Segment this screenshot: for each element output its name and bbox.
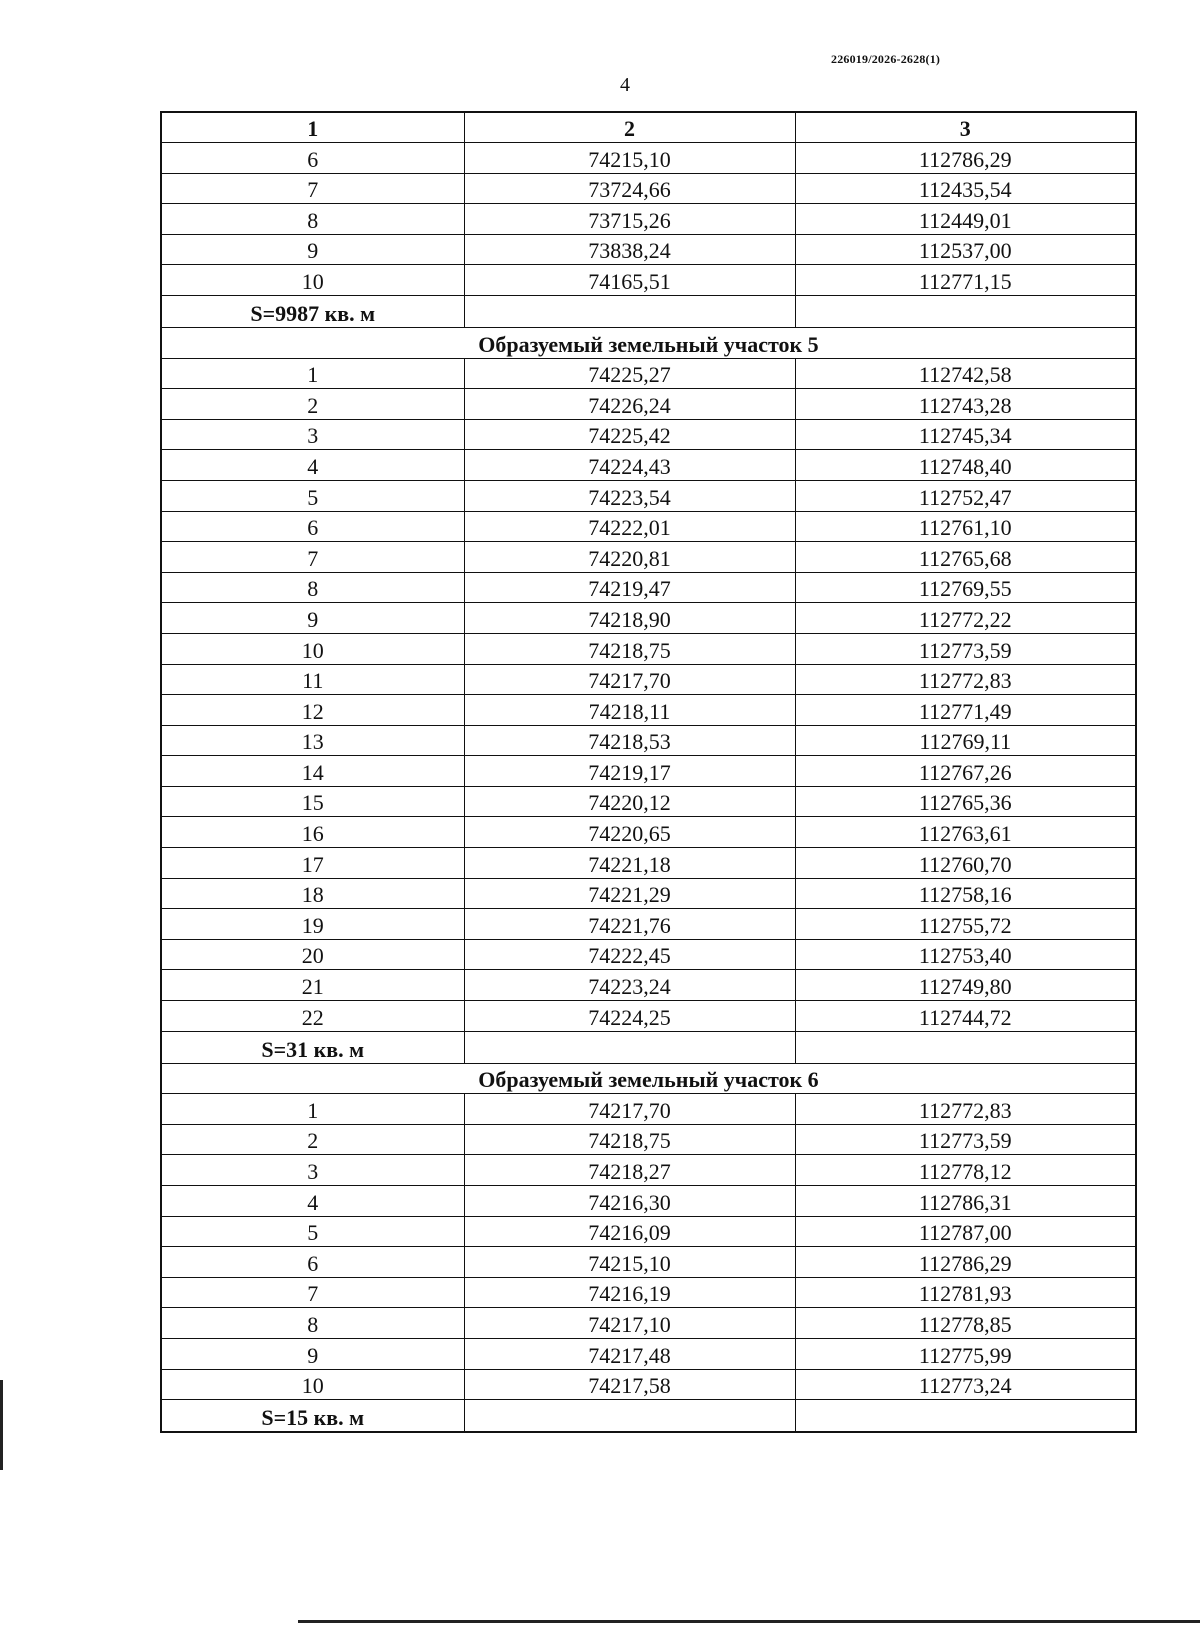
point-number: 3	[161, 1155, 464, 1186]
coordinate-x: 74219,17	[464, 756, 795, 787]
coordinate-y: 112786,31	[795, 1186, 1136, 1217]
table-header-row	[161, 112, 1136, 143]
coordinate-x: 74216,09	[464, 1216, 795, 1247]
coordinate-x: 74219,47	[464, 572, 795, 603]
table-row	[161, 204, 1136, 235]
table-row	[161, 970, 1136, 1001]
coordinate-x: 74226,24	[464, 389, 795, 420]
point-number: 8	[161, 204, 464, 235]
coordinate-y: 112449,01	[795, 204, 1136, 235]
point-number: 11	[161, 664, 464, 695]
table-row	[161, 1369, 1136, 1400]
point-number: 7	[161, 542, 464, 573]
coordinate-x: 73715,26	[464, 204, 795, 235]
coordinate-x: 74221,76	[464, 909, 795, 940]
table-row	[161, 1308, 1136, 1339]
area-row	[161, 1400, 1136, 1433]
area-label: S=9987 кв. м	[161, 295, 464, 327]
coordinate-x: 74165,51	[464, 265, 795, 296]
point-number: 1	[161, 358, 464, 389]
table-row	[161, 358, 1136, 389]
table-row	[161, 756, 1136, 787]
coordinate-x: 74216,30	[464, 1186, 795, 1217]
point-number: 9	[161, 1338, 464, 1369]
point-number: 10	[161, 1369, 464, 1400]
table-row	[161, 542, 1136, 573]
column-header-3: 3	[795, 112, 1136, 143]
point-number: 9	[161, 234, 464, 265]
point-number: 3	[161, 419, 464, 450]
table-row	[161, 234, 1136, 265]
point-number: 6	[161, 1247, 464, 1278]
coordinate-x: 74218,53	[464, 725, 795, 756]
point-number: 17	[161, 848, 464, 879]
table-row	[161, 848, 1136, 879]
coordinate-x: 74221,29	[464, 878, 795, 909]
table-row	[161, 695, 1136, 726]
empty-cell	[464, 1400, 795, 1433]
section-heading: Образуемый земельный участок 6	[161, 1063, 1136, 1094]
point-number: 9	[161, 603, 464, 634]
point-number: 14	[161, 756, 464, 787]
coordinate-x: 74218,11	[464, 695, 795, 726]
coordinate-x: 74224,43	[464, 450, 795, 481]
point-number: 7	[161, 173, 464, 204]
point-number: 5	[161, 480, 464, 511]
area-row	[161, 1031, 1136, 1063]
table-row	[161, 389, 1136, 420]
table-row	[161, 664, 1136, 695]
document-code: 226019/2026-2628(1)	[831, 52, 941, 66]
coordinate-x: 74220,12	[464, 786, 795, 817]
scan-edge-mark	[0, 1380, 3, 1470]
point-number: 6	[161, 143, 464, 174]
table-row	[161, 909, 1136, 940]
point-number: 4	[161, 450, 464, 481]
area-label: S=31 кв. м	[161, 1031, 464, 1063]
point-number: 2	[161, 389, 464, 420]
point-number: 18	[161, 878, 464, 909]
coordinate-x: 74220,81	[464, 542, 795, 573]
point-number: 2	[161, 1124, 464, 1155]
table-row	[161, 1124, 1136, 1155]
coordinate-x: 74217,10	[464, 1308, 795, 1339]
point-number: 8	[161, 1308, 464, 1339]
empty-cell	[464, 295, 795, 327]
table-row	[161, 480, 1136, 511]
section-heading-row	[161, 327, 1136, 358]
point-number: 20	[161, 939, 464, 970]
point-number: 7	[161, 1277, 464, 1308]
coordinates-table	[160, 111, 1137, 1433]
column-header-1: 1	[161, 112, 464, 143]
coordinate-x: 74223,54	[464, 480, 795, 511]
point-number: 21	[161, 970, 464, 1001]
area-label: S=15 кв. м	[161, 1400, 464, 1433]
table-row	[161, 1001, 1136, 1032]
page-number: 4	[620, 74, 630, 96]
coordinate-x: 74223,24	[464, 970, 795, 1001]
point-number: 16	[161, 817, 464, 848]
section-heading: Образуемый земельный участок 5	[161, 327, 1136, 358]
coordinate-x: 74220,65	[464, 817, 795, 848]
table-row	[161, 1247, 1136, 1278]
area-row	[161, 295, 1136, 327]
point-number: 4	[161, 1186, 464, 1217]
coordinate-y: 112755,72	[795, 909, 1136, 940]
table-row	[161, 511, 1136, 542]
column-header-2: 2	[464, 112, 795, 143]
table-row	[161, 939, 1136, 970]
point-number: 19	[161, 909, 464, 940]
point-number: 6	[161, 511, 464, 542]
coordinate-x: 74224,25	[464, 1001, 795, 1032]
coordinate-x: 73838,24	[464, 234, 795, 265]
point-number: 15	[161, 786, 464, 817]
table-row	[161, 1186, 1136, 1217]
table-row	[161, 603, 1136, 634]
table-row	[161, 572, 1136, 603]
coordinate-y: 112767,26	[795, 756, 1136, 787]
point-number: 5	[161, 1216, 464, 1247]
table-row	[161, 265, 1136, 296]
coordinate-y: 112743,28	[795, 389, 1136, 420]
coordinate-y: 112765,68	[795, 542, 1136, 573]
coordinate-y: 112760,70	[795, 848, 1136, 879]
coordinate-y: 112778,12	[795, 1155, 1136, 1186]
table-row	[161, 1338, 1136, 1369]
coordinate-y: 112769,55	[795, 572, 1136, 603]
coordinate-y: 112537,00	[795, 234, 1136, 265]
coordinate-y: 112765,36	[795, 786, 1136, 817]
coordinate-y: 112772,83	[795, 664, 1136, 695]
scan-bottom-line	[298, 1620, 1200, 1623]
table-row	[161, 786, 1136, 817]
coordinate-y: 112772,22	[795, 603, 1136, 634]
coordinate-x: 74217,70	[464, 1094, 795, 1125]
coordinate-y: 112742,58	[795, 358, 1136, 389]
coordinate-x: 74225,27	[464, 358, 795, 389]
point-number: 13	[161, 725, 464, 756]
coordinate-y: 112786,29	[795, 143, 1136, 174]
coordinate-y: 112761,10	[795, 511, 1136, 542]
coordinate-x: 74222,45	[464, 939, 795, 970]
coordinate-x: 74215,10	[464, 1247, 795, 1278]
table-row	[161, 450, 1136, 481]
coordinate-y: 112758,16	[795, 878, 1136, 909]
coordinate-x: 74217,70	[464, 664, 795, 695]
point-number: 8	[161, 572, 464, 603]
coordinate-x: 73724,66	[464, 173, 795, 204]
coordinate-y: 112775,99	[795, 1338, 1136, 1369]
coordinate-x: 74217,48	[464, 1338, 795, 1369]
coordinate-y: 112744,72	[795, 1001, 1136, 1032]
table-body	[161, 143, 1136, 1433]
coordinate-y: 112753,40	[795, 939, 1136, 970]
table-row	[161, 878, 1136, 909]
empty-cell	[795, 295, 1136, 327]
coordinate-x: 74222,01	[464, 511, 795, 542]
coordinate-y: 112769,11	[795, 725, 1136, 756]
empty-cell	[795, 1400, 1136, 1433]
table-row	[161, 419, 1136, 450]
section-heading-row	[161, 1063, 1136, 1094]
coordinate-y: 112748,40	[795, 450, 1136, 481]
coordinate-x: 74216,19	[464, 1277, 795, 1308]
coordinate-y: 112778,85	[795, 1308, 1136, 1339]
coordinate-y: 112763,61	[795, 817, 1136, 848]
coordinate-y: 112773,24	[795, 1369, 1136, 1400]
coordinate-y: 112773,59	[795, 1124, 1136, 1155]
table-row	[161, 143, 1136, 174]
table-row	[161, 173, 1136, 204]
coordinate-y: 112786,29	[795, 1247, 1136, 1278]
coordinate-y: 112749,80	[795, 970, 1136, 1001]
coordinate-y: 112787,00	[795, 1216, 1136, 1247]
coordinate-y: 112745,34	[795, 419, 1136, 450]
table-row	[161, 1155, 1136, 1186]
coordinate-x: 74218,75	[464, 1124, 795, 1155]
coordinate-y: 112771,49	[795, 695, 1136, 726]
empty-cell	[464, 1031, 795, 1063]
point-number: 12	[161, 695, 464, 726]
coordinate-x: 74225,42	[464, 419, 795, 450]
coordinate-x: 74218,27	[464, 1155, 795, 1186]
coordinate-y: 112435,54	[795, 173, 1136, 204]
empty-cell	[795, 1031, 1136, 1063]
coordinate-y: 112771,15	[795, 265, 1136, 296]
point-number: 10	[161, 633, 464, 664]
point-number: 10	[161, 265, 464, 296]
point-number: 1	[161, 1094, 464, 1125]
table-row	[161, 633, 1136, 664]
table-row	[161, 1094, 1136, 1125]
coordinate-x: 74221,18	[464, 848, 795, 879]
table-row	[161, 817, 1136, 848]
point-number: 22	[161, 1001, 464, 1032]
coordinate-x: 74218,75	[464, 633, 795, 664]
coordinate-x: 74218,90	[464, 603, 795, 634]
coordinate-y: 112781,93	[795, 1277, 1136, 1308]
coordinate-y: 112772,83	[795, 1094, 1136, 1125]
coordinate-x: 74217,58	[464, 1369, 795, 1400]
coordinate-y: 112752,47	[795, 480, 1136, 511]
table-row	[161, 1277, 1136, 1308]
table-row	[161, 1216, 1136, 1247]
coordinate-x: 74215,10	[464, 143, 795, 174]
coordinate-y: 112773,59	[795, 633, 1136, 664]
table-row	[161, 725, 1136, 756]
